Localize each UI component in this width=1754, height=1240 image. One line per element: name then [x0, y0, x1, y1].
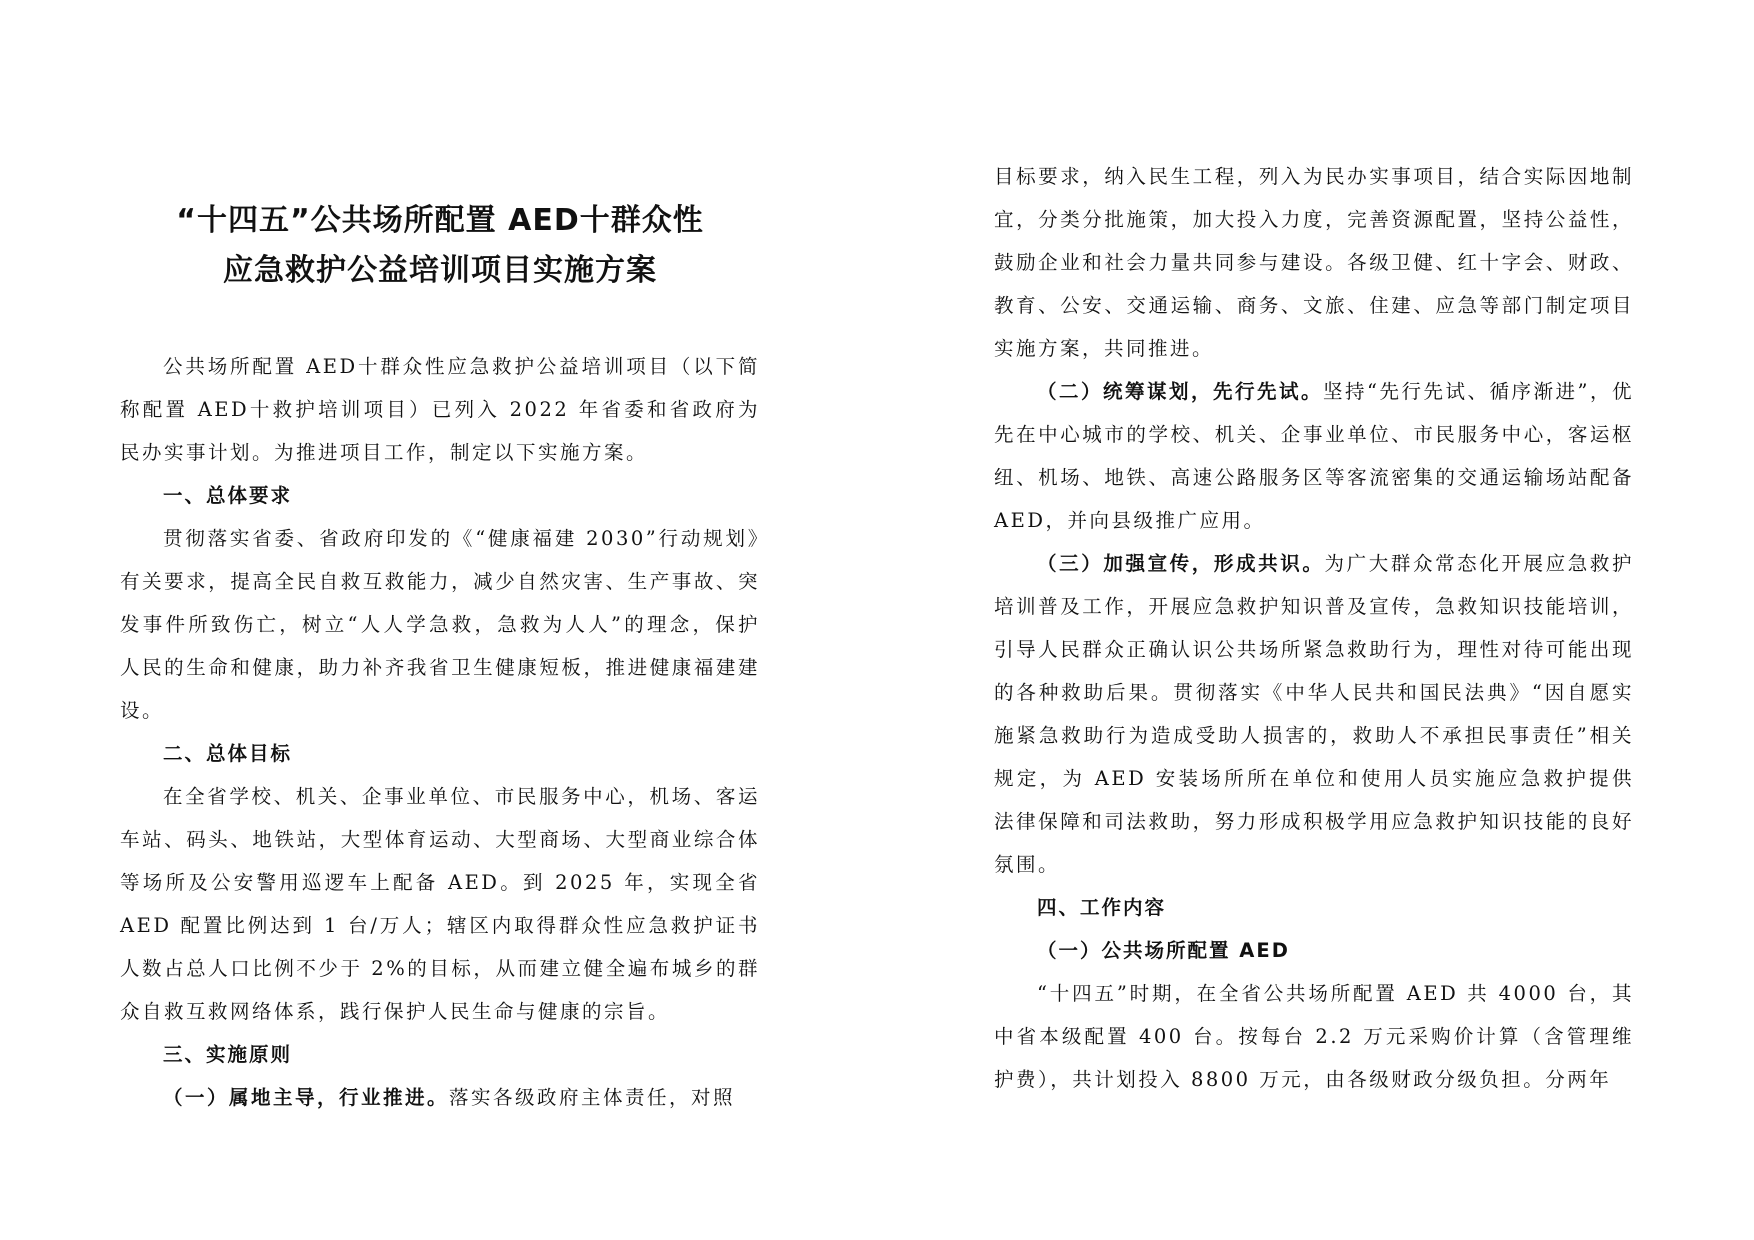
aed-placement-paragraph: “十四五”时期，在全省公共场所配置 AED 共 4000 台，其中省本级配置 400 台。按每台 2.2 万元采购价计算（含管理维护费），共计划投入 8800 万元，由各级财政分级负担。分两年 — [994, 982, 1634, 1091]
continued-paragraph: 目标要求，纳入民生工程，列入为民办实事项目，结合实际因地制宜，分类分批施策，加大投入力度，完善资源配置，坚持公益性，鼓励企业和社会力量共同参与建设。各级卫健、红十字会、财政、教育、公安、交通运输、商务、文旅、住建、应急等部门制定项目实施方案，共同推进。 — [994, 165, 1634, 360]
principle-3-paragraph — [994, 542, 1634, 886]
principle-1-lead: （一）属地主导，行业推进。 — [163, 1086, 450, 1109]
principle-1-paragraph — [120, 1076, 760, 1119]
right-page — [877, 0, 1754, 1240]
general-requirements-paragraph: 贯彻落实省委、省政府印发的《“健康福建 2030”行动规划》有关要求，提高全民自救互救能力，减少自然灾害、生产事故、突发事件所致伤亡，树立“人人学急救，急救为人人”的理念，保护人民的生命和健康，助力补齐我省卫生健康短板，推进健康福建建设。 — [120, 527, 760, 722]
section-heading-work-content: 四、工作内容 — [1037, 896, 1167, 919]
section-heading-principles: 三、实施原则 — [163, 1043, 293, 1066]
subsection-heading-aed-placement: （一）公共场所配置 AED — [1037, 939, 1290, 962]
title-line-1: “十四五”公共场所配置 AED十群众性 — [176, 203, 704, 238]
title-line-2: 应急救护公益培训项目实施方案 — [223, 253, 657, 288]
principle-3-lead: （三）加强宣传，形成共识。 — [1037, 552, 1325, 575]
principle-2-paragraph — [994, 370, 1634, 542]
overall-goals-paragraph: 在全省学校、机关、企事业单位、市民服务中心，机场、客运车站、码头、地铁站，大型体育运动、大型商场、大型商业综合体等场所及公安警用巡逻车上配备 AED。到 2025 年，实现全省 AED 配置比例达到 1 台/万人；辖区内取得群众性应急救护证书人数占总人口比例不少于 2%的目标，从而建立健全遍布城乡的群众自救互救网络体系，践行保护人民生命与健康的宗旨。 — [120, 785, 760, 1023]
principle-3-text: 为广大群众常态化开展应急救护培训普及工作，开展应急救护知识普及宣传，急救知识技能培训，引导人民群众正确认识公共场所紧急救助行为，理性对待可能出现的各种救助后果。贯彻落实《中华人民共和国民法典》“因自愿实施紧急救助行为造成受助人损害的，救助人不承担民事责任”相关规定，为 AED 安装场所所在单位和使用人员实施应急救护提供法律保障和司法救助，努力形成积极学用应急救护知识技能的良好氛围。 — [994, 552, 1634, 876]
document-title — [120, 196, 760, 296]
principle-2-text: 坚持“先行先试、循序渐进”，优先在中心城市的学校、机关、企事业单位、市民服务中心，客运枢纽、机场、地铁、高速公路服务区等客流密集的交通运输场站配备 AED，并向县级推广应用。 — [994, 380, 1634, 532]
intro-paragraph: 公共场所配置 AED十群众性应急救护公益培训项目（以下简称配置 AED十救护培训项目）已列入 2022 年省委和省政府为民办实事计划。为推进项目工作，制定以下实施方案。 — [120, 355, 760, 464]
right-body — [994, 155, 1634, 1101]
section-heading-general-requirements: 一、总体要求 — [163, 484, 293, 507]
section-heading-overall-goals: 二、总体目标 — [163, 742, 293, 765]
principle-2-lead: （二）统筹谋划，先行先试。 — [1037, 380, 1324, 403]
left-body — [120, 345, 760, 1119]
principle-1-text: 落实各级政府主体责任，对照 — [449, 1086, 736, 1109]
